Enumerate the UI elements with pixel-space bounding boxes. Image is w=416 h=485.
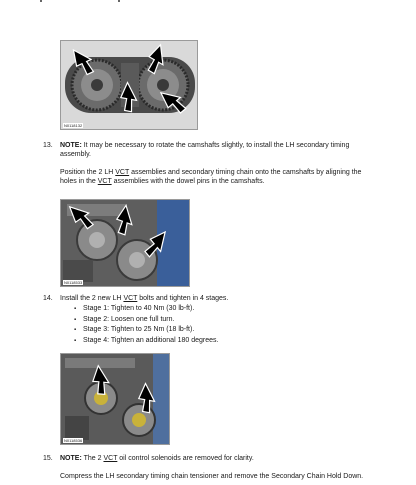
stage-item: ▪ Stage 2: Loosen one full turn. xyxy=(74,315,218,326)
vct-link[interactable]: VCT xyxy=(115,169,130,176)
figure-camshaft-sprockets xyxy=(60,40,198,130)
stage-item: ▪ Stage 3: Tighten to 25 Nm (18 lb-ft). xyxy=(74,325,218,336)
vct-bolts-image xyxy=(61,354,169,444)
instruction-text: Install the 2 new LH xyxy=(60,295,124,302)
figure-vct-bolts xyxy=(60,353,170,445)
vct-link[interactable]: VCT xyxy=(123,295,138,302)
vct-assemblies-image xyxy=(61,200,189,286)
note-text: oil control solenoids are removed for clarity. xyxy=(117,455,254,462)
note-label: NOTE: xyxy=(60,142,82,149)
instruction-text: assemblies and secondary timing chain onto the camshafts by aligning the holes in the xyxy=(60,169,362,185)
step-14-instruction xyxy=(60,294,376,303)
figure-caption: N0118536 xyxy=(64,438,83,443)
instruction-text: Position the 2 LH xyxy=(60,169,116,176)
figure-vct-assemblies xyxy=(60,199,190,287)
tightening-stages-list xyxy=(74,304,218,346)
camshaft-sprockets-image xyxy=(61,41,197,129)
step-15-note xyxy=(60,454,376,463)
instruction-text: assemblies with the dowel pins in the camshafts. xyxy=(111,178,265,185)
stage-item: ▪ Stage 4: Tighten an additional 180 degrees. xyxy=(74,336,218,347)
vct-link[interactable]: VCT xyxy=(103,455,118,462)
note-text: The 2 xyxy=(83,455,104,462)
step-number: 15. xyxy=(43,455,53,462)
page-top-edge xyxy=(0,0,416,3)
figure-caption: N0118132 xyxy=(64,123,83,128)
step-13-note xyxy=(60,141,376,159)
figure-caption: N0118533 xyxy=(64,280,83,285)
vct-link[interactable]: VCT xyxy=(97,178,112,185)
stage-item: ▪ Stage 1: Tighten to 40 Nm (30 lb-ft). xyxy=(74,304,218,315)
step-number: 13. xyxy=(43,142,53,149)
step-number: 14. xyxy=(43,295,53,302)
note-label: NOTE: xyxy=(60,455,82,462)
step-13-instruction xyxy=(60,168,376,186)
note-text: It may be necessary to rotate the camshafts slightly, to install the LH secondary timing assembly. xyxy=(60,142,350,158)
step-15-instruction: Compress the LH secondary timing chain tensioner and remove the Secondary Chain Hold Down. xyxy=(60,473,364,480)
instruction-text: bolts and tighten in 4 stages. xyxy=(137,295,229,302)
